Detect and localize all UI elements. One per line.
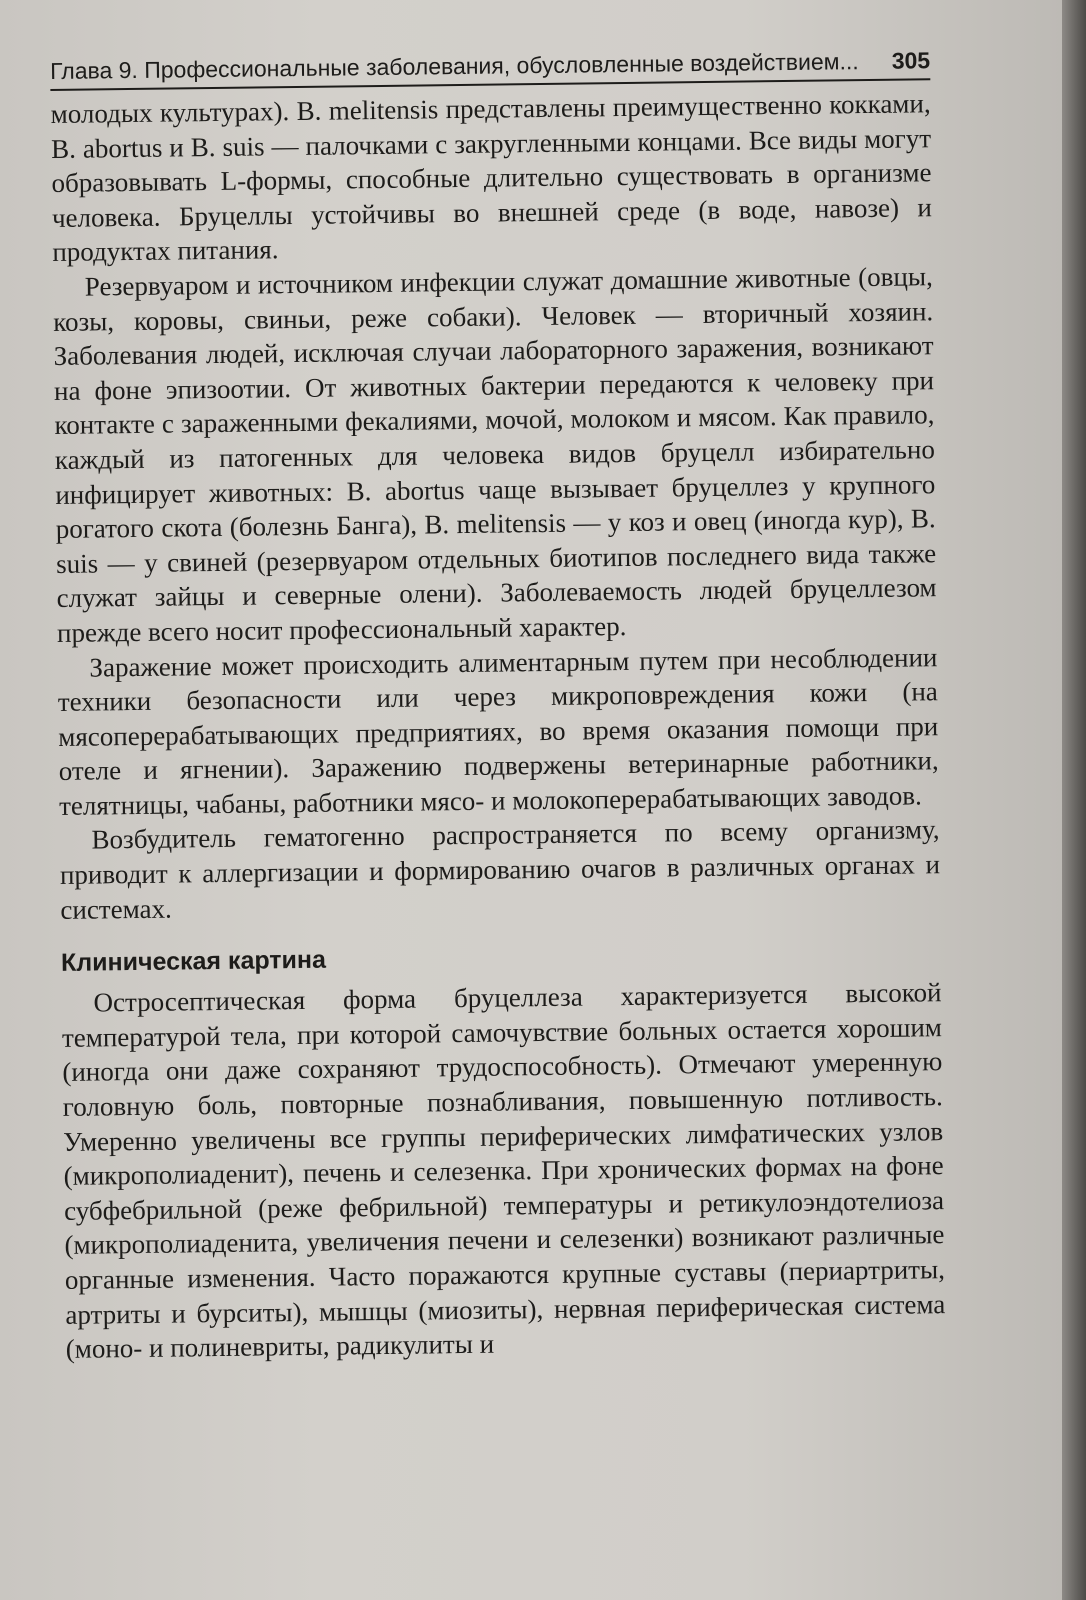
book-spine-shadow [1062,0,1086,1600]
page-content [50,47,946,1366]
paragraph-4: Возбудитель гематогенно распространяется по всему организму, приводит к аллергизации и формированию очагов в различных органах и системах. [59,814,941,925]
section-paragraph: Остросептическая форма бруцеллеза характеризуется высокой температурой тела, при которой самочувствие больных остается хорошим (иногда они даже сохраняют трудоспособность). Отмечают умеренную головную боль, повторные познабливания, повышенную потливость. Умеренно увеличены все группы периферических лимфатических узлов (микрополиаденит), печень и селезенка. При хронических формах на фоне субфебрильной (реже фебрильной) температуры и ретикулоэндотелиоза (микрополиаденита, увеличения печени и селезенки) возникают различные органные изменения. Часто поражаются крупные суставы (периартриты, артриты и бурситы), мышцы (миозиты), нервная периферическая система (моно- и полиневриты, радикулиты и [61,977,946,1365]
page-number: 305 [891,47,931,74]
chapter-title: Глава 9. Профессиональные заболевания, обусловленные воздействием... [50,48,859,84]
paragraph-1: молодых культурах). B. melitensis представлены преимущественно кокками, B. abortus и B. suis — палочками с закругленными концами. Все виды могут образовывать L-формы, способные длительно существовать в организме человека. Бруцеллы устойчивы во внешней среде (в воде, навозе) и продуктах питания. [50,88,933,268]
running-head [50,47,930,91]
section-heading: Клиническая картина [60,945,327,978]
paragraph-3: Заражение может происходить алиментарным путем при несоблюдении техники безопасности или через микроповреждения кожи (на мясоперерабатывающих предприятиях, во время оказания помощи при отеле и ягнении). Заражению подвержены ветеринарные работники, телятницы, чабаны, работники мясо- и молокоперерабатывающих заводов. [57,641,939,821]
paragraph-2: Резервуаром и источником инфекции служат домашние животные (овцы, козы, коровы, свиньи, реже собаки). Человек — вторичный хозяин. Заболевания людей, исключая случаи лабораторного заражения, возникают на фоне эпизоотии. От животных бактерии передаются к человеку при контакте с зараженными фекалиями, мочой, молоком и мясом. Как правило, каждый из патогенных для человека видов бруцелл избирательно инфицирует животных: B. abortus чаще вызывает бруцеллез у крупного рогатого скота (болезнь Банга), B. melitensis — у коз и овец (иногда кур), B. suis — у свиней (резервуаром отдельных биотипов последнего вида также служат зайцы и северные олени). Заболеваемость людей бруцеллезом прежде всего носит профессиональный характер. [53,261,937,648]
